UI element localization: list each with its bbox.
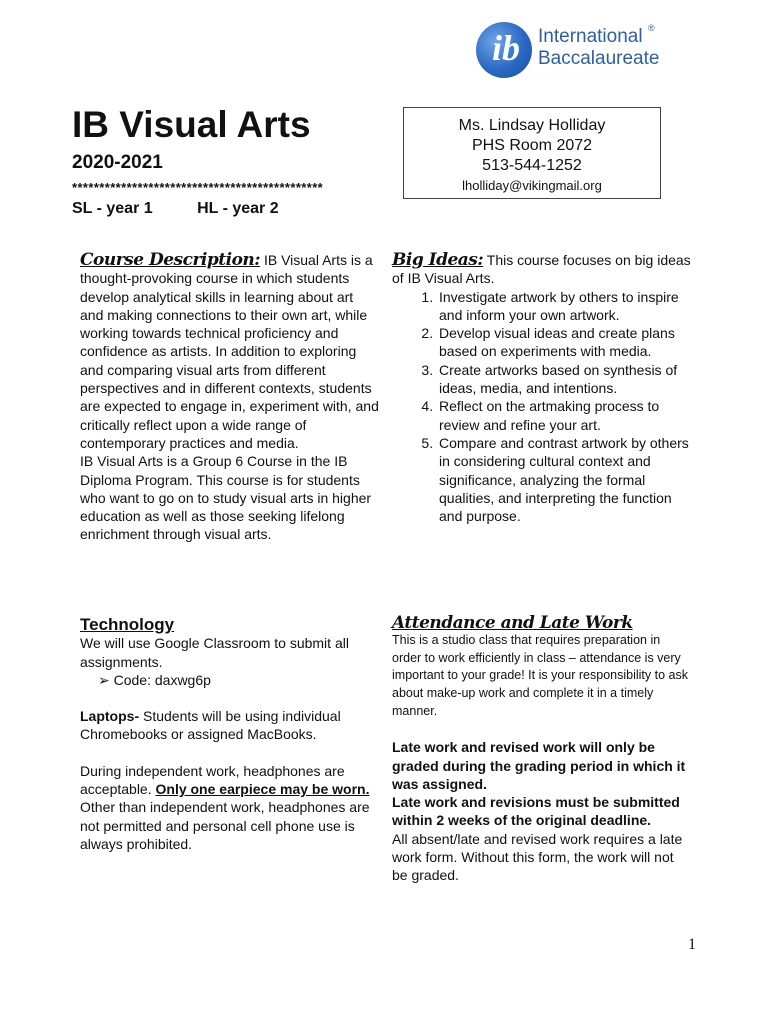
attendance-heading: Attendance and Late Work xyxy=(392,613,633,633)
big-ideas-intro xyxy=(392,251,692,288)
school-year: 2020-2021 xyxy=(72,152,163,173)
studio-text: This is a studio class that requires preparation in order to work efficiently in class – attendance is very important to your grade! It is your responsibility to ask about make-up work and complete it in a timely manner. xyxy=(392,633,688,718)
email-address: lholliday@vikingmail.org xyxy=(462,178,602,193)
earpiece-rule: Only one earpiece may be worn. xyxy=(155,781,370,798)
big-ideas-list xyxy=(437,288,692,526)
classroom-code xyxy=(80,671,380,689)
laptops-body: Students will be using individual Chromebooks or assigned MacBooks. xyxy=(80,708,341,743)
revision-deadline-rule: Late work and revisions must be submitted within 2 weeks of the original deadline. xyxy=(392,794,680,829)
page-number: 1 xyxy=(688,936,696,953)
list-item: 4. Reflect on the artmaking process to review and refine your art. xyxy=(437,397,692,434)
logo-line-1: International xyxy=(538,26,643,47)
course-description-section xyxy=(80,251,380,544)
attendance-section xyxy=(392,614,692,885)
course-group-text: IB Visual Arts is a Group 6 Course in the IB Diploma Program. This course is for students who want to go on to study visual arts in higher education as well as those seeking lifelong enrichment through visual arts. xyxy=(80,453,372,543)
headphones-post: Other than independent work, headphones are not permitted and personal cell phone use is always prohibited. xyxy=(80,799,370,852)
list-item: 5. Compare and contrast artwork by others in considering cultural context and significance, analyzing the formal qualities, and interpreting the function and purpose. xyxy=(437,434,692,525)
ib-logo-wordmark xyxy=(538,26,659,70)
registered-mark: ® xyxy=(648,23,655,33)
late-work-form-text: All absent/late and revised work requires a late work form. Without this form, the work will not be graded. xyxy=(392,830,683,884)
big-ideas-section xyxy=(392,251,692,525)
page-title: IB Visual Arts xyxy=(72,104,311,145)
room-number: PHS Room 2072 xyxy=(471,137,593,154)
divider-stars: ********************************************** xyxy=(72,180,324,195)
big-ideas-text: This course focuses on big ideas of IB Visual Arts. xyxy=(392,252,691,287)
sl-level: SL - year 1 xyxy=(72,200,153,217)
laptops-label: Laptops- xyxy=(80,708,140,725)
phone-number: 513-544-1252 xyxy=(482,157,582,174)
late-work-rule: Late work and revised work will only be graded during the grading period in which it was assigned. xyxy=(392,739,686,792)
headphones-pre: During independent work, headphones are acceptable. xyxy=(80,762,345,798)
list-item: 3. Create artworks based on synthesis of ideas, media, and intentions. xyxy=(437,361,692,398)
technology-heading: Technology xyxy=(80,615,175,634)
course-levels xyxy=(72,200,279,218)
teacher-name: Ms. Lindsay Holliday xyxy=(458,117,606,134)
classroom-text: We will use Google Classroom to submit all assignments. xyxy=(80,635,349,670)
logo-line-2: Baccalaureate xyxy=(538,48,660,69)
course-description-intro xyxy=(80,251,380,452)
contact-box xyxy=(403,107,661,199)
list-item: 2. Develop visual ideas and create plans based on experiments with media. xyxy=(437,324,692,361)
hl-level: HL - year 2 xyxy=(197,200,279,217)
big-ideas-heading: Big Ideas: xyxy=(392,250,484,270)
ib-logo-letters: ib xyxy=(491,28,520,68)
technology-section xyxy=(80,616,380,853)
list-item: 1. Investigate artwork by others to inspire and inform your own artwork. xyxy=(437,288,692,325)
arrow-bullet-icon: ➢ xyxy=(98,671,110,688)
headphones-text xyxy=(80,762,380,853)
ib-logo xyxy=(476,20,666,82)
course-description-heading: Course Description: xyxy=(80,250,261,270)
code-text: Code: daxwg6p xyxy=(113,671,211,688)
laptops-text xyxy=(80,707,380,744)
course-description-text: IB Visual Arts is a thought-provoking course in which students develop analytical skills in learning about art and making connections to their own art, while working towards technical proficiency and confidence as artists. In addition to exploring and comparing visual arts from different perspectives and in different contexts, students are expected to engage in, experiment with, and critically reflect upon a wide range of contemporary practices and media. xyxy=(80,252,379,451)
